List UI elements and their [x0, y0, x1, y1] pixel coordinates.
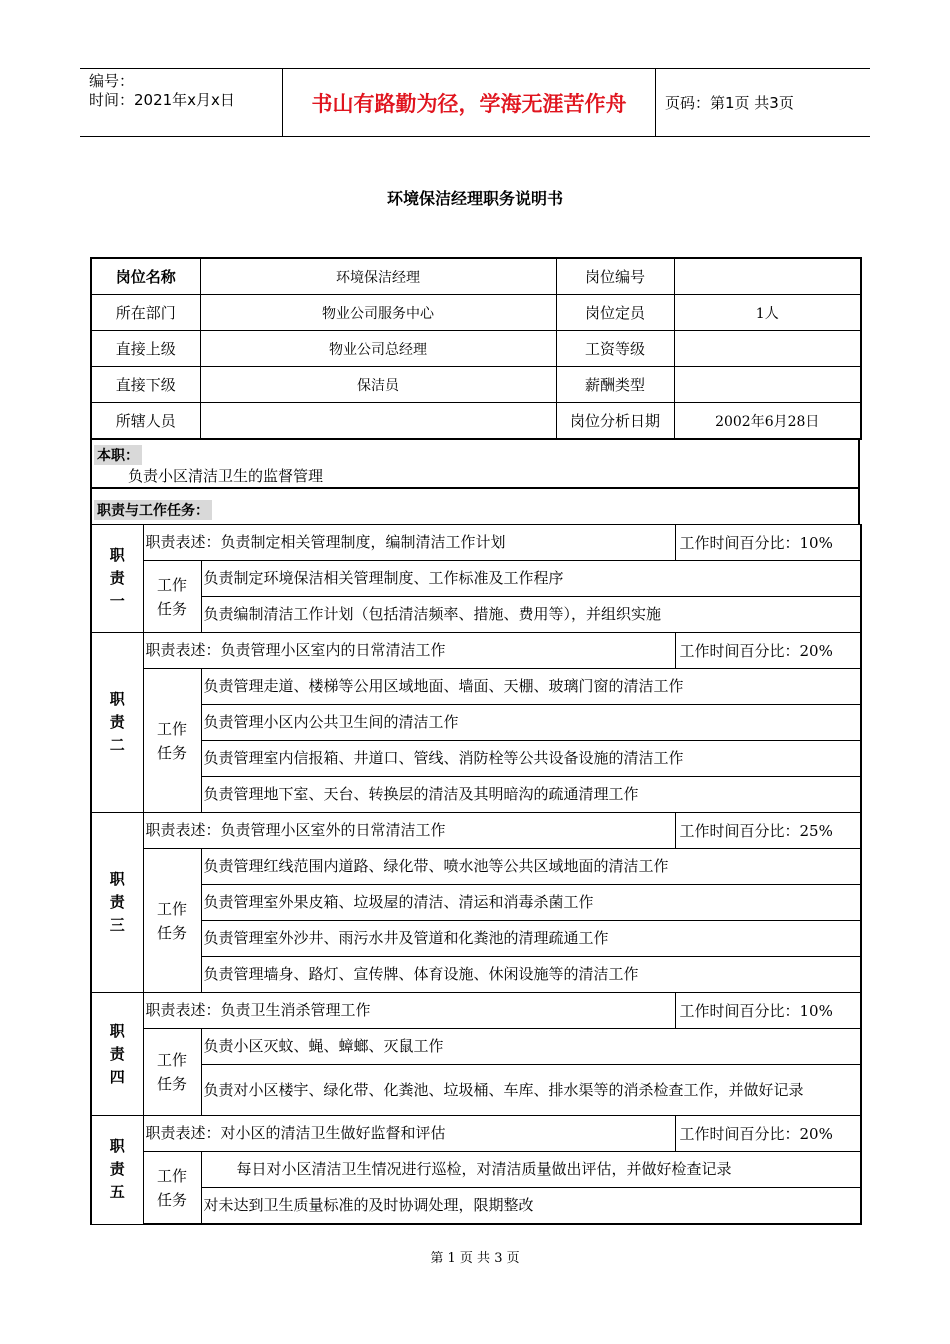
task-item: 负责管理室内信报箱、井道口、管线、消防栓等公共设备设施的清洁工作	[201, 741, 861, 777]
info-value: 2002年6月28日	[674, 403, 861, 440]
duty-description: 职责表述：对小区的清洁卫生做好监督和评估	[143, 1116, 675, 1152]
info-label: 岗位分析日期	[556, 403, 674, 440]
document-title: 环境保洁经理职务说明书	[386, 189, 563, 208]
info-value	[674, 331, 861, 367]
benzhi-label: 本职：	[94, 445, 142, 465]
info-row	[91, 403, 861, 440]
info-label: 直接下级	[91, 367, 200, 403]
task-row	[91, 885, 861, 921]
work-task-label: 工作 任务	[143, 669, 201, 813]
duty-desc-row	[91, 993, 861, 1029]
task-item: 负责编制清洁工作计划（包括清洁频率、措施、费用等），并组织实施	[201, 597, 861, 633]
time-label: 时间：2021年x月x日	[89, 91, 235, 109]
duty-label: 职 责 一	[91, 525, 143, 633]
duty-label: 职 责 五	[91, 1116, 143, 1225]
task-row	[91, 597, 861, 633]
info-value: 保洁员	[200, 367, 556, 403]
task-item: 每日对小区清洁卫生情况进行巡检，对清洁质量做出评估，并做好检查记录	[201, 1152, 861, 1188]
info-label: 岗位定员	[556, 295, 674, 331]
info-label: 薪酬类型	[556, 367, 674, 403]
info-label: 所在部门	[91, 295, 200, 331]
task-row	[91, 669, 861, 705]
task-row	[91, 1029, 861, 1065]
number-label: 编号：	[89, 72, 135, 90]
header-motto: 书山有路勤为径，学海无涯苦作舟	[283, 69, 656, 136]
duty-description: 职责表述：负责卫生消杀管理工作	[143, 993, 675, 1029]
duties-label: 职责与工作任务：	[94, 500, 212, 520]
duty-label: 职 责 四	[91, 993, 143, 1116]
info-value	[674, 367, 861, 403]
duty-percentage: 工作时间百分比：10%	[675, 525, 861, 561]
task-item: 负责管理小区内公共卫生间的清洁工作	[201, 705, 861, 741]
duty-percentage: 工作时间百分比：20%	[675, 633, 861, 669]
task-item: 对未达到卫生质量标准的及时协调处理，限期整改	[201, 1188, 861, 1225]
task-row	[91, 921, 861, 957]
info-row	[91, 258, 861, 295]
page-footer: 第 1 页 共 3 页	[430, 1251, 520, 1266]
task-item: 负责管理室外沙井、雨污水井及管道和化粪池的清理疏通工作	[201, 921, 861, 957]
info-value: 环境保洁经理	[200, 258, 556, 295]
task-row	[91, 1065, 861, 1116]
info-label: 岗位编号	[556, 258, 674, 295]
task-row	[91, 705, 861, 741]
info-label: 工资等级	[556, 331, 674, 367]
duty-desc-row	[91, 525, 861, 561]
task-item: 负责管理地下室、天台、转换层的清洁及其明暗沟的疏通清理工作	[201, 777, 861, 813]
task-item: 负责对小区楼宇、绿化带、化粪池、垃圾桶、车库、排水渠等的消杀检查工作，并做好记录	[201, 1065, 861, 1116]
info-value: 1人	[674, 295, 861, 331]
task-row	[91, 1188, 861, 1225]
duty-description: 职责表述：负责制定相关管理制度，编制清洁工作计划	[143, 525, 675, 561]
info-value: 物业公司总经理	[200, 331, 556, 367]
benzhi-section	[90, 439, 860, 489]
task-item: 负责制定环境保洁相关管理制度、工作标准及工作程序	[201, 561, 861, 597]
info-row	[91, 367, 861, 403]
duty-label: 职 责 三	[91, 813, 143, 993]
task-row	[91, 741, 861, 777]
job-info-table	[90, 257, 862, 440]
duty-percentage: 工作时间百分比：20%	[675, 1116, 861, 1152]
task-item: 负责管理室外果皮箱、垃圾屋的清洁、清运和消毒杀菌工作	[201, 885, 861, 921]
task-row	[91, 561, 861, 597]
work-task-label: 工作 任务	[143, 849, 201, 993]
benzhi-text: 负责小区清洁卫生的监督管理	[128, 467, 324, 485]
header-page-info: 页码：第1页 共3页	[665, 94, 794, 112]
duties-section-header	[90, 489, 860, 524]
task-item: 负责管理走道、楼梯等公用区域地面、墙面、天棚、玻璃门窗的清洁工作	[201, 669, 861, 705]
task-item: 负责小区灭蚊、蝇、蟑螂、灭鼠工作	[201, 1029, 861, 1065]
info-row	[91, 295, 861, 331]
task-item: 负责管理红线范围内道路、绿化带、喷水池等公共区域地面的清洁工作	[201, 849, 861, 885]
duty-percentage: 工作时间百分比：10%	[675, 993, 861, 1029]
task-row	[91, 957, 861, 993]
duty-desc-row	[91, 633, 861, 669]
duty-desc-row	[91, 1116, 861, 1152]
duty-description: 职责表述：负责管理小区室外的日常清洁工作	[143, 813, 675, 849]
task-row	[91, 849, 861, 885]
work-task-label: 工作 任务	[143, 1152, 201, 1225]
work-task-label: 工作 任务	[143, 561, 201, 633]
duty-description: 职责表述：负责管理小区室内的日常清洁工作	[143, 633, 675, 669]
work-task-label: 工作 任务	[143, 1029, 201, 1116]
info-row	[91, 331, 861, 367]
page-header	[80, 68, 870, 137]
info-label: 直接上级	[91, 331, 200, 367]
duty-percentage: 工作时间百分比：25%	[675, 813, 861, 849]
info-value: 物业公司服务中心	[200, 295, 556, 331]
info-label: 所辖人员	[91, 403, 200, 440]
duties-table	[90, 524, 862, 1225]
task-row	[91, 777, 861, 813]
info-value	[200, 403, 556, 440]
duty-label: 职 责 二	[91, 633, 143, 813]
task-row	[91, 1152, 861, 1188]
duty-desc-row	[91, 813, 861, 849]
info-label: 岗位名称	[91, 258, 200, 295]
header-meta	[80, 69, 283, 136]
info-value	[674, 258, 861, 295]
task-item: 负责管理墙身、路灯、宣传牌、体育设施、休闲设施等的清洁工作	[201, 957, 861, 993]
